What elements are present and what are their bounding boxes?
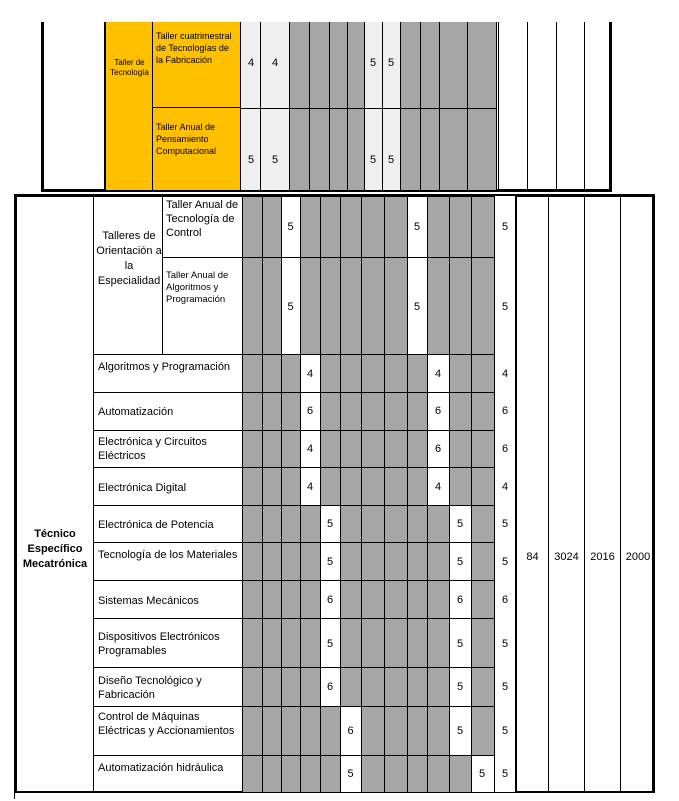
- cell-value: 6: [306, 405, 314, 417]
- grid-cell: [407, 542, 427, 580]
- grid-cell: [361, 505, 384, 542]
- cell-value: 6: [326, 681, 334, 693]
- grid-cell: [427, 257, 449, 354]
- grid-cell: [320, 430, 340, 467]
- cell-value: 5: [287, 301, 294, 313]
- top-r2-v4: 5: [387, 154, 395, 166]
- grid-cell: [340, 580, 361, 618]
- cell-value: 5: [326, 518, 334, 530]
- grid-cell: [242, 505, 262, 542]
- grid-cell: [471, 430, 495, 467]
- grid-cell: [384, 196, 407, 257]
- grid-row-line: [93, 354, 516, 355]
- cell-total: 5: [501, 556, 509, 568]
- top-sep: [347, 22, 348, 190]
- grid-cell: [407, 755, 427, 792]
- grid-cell: [340, 505, 361, 542]
- grid-cell: [281, 580, 300, 618]
- grid-col-line: [407, 196, 408, 792]
- top-group-cell: [104, 22, 153, 190]
- subject-label: Algoritmos y Programación: [98, 361, 231, 373]
- cell-total: 6: [501, 594, 509, 606]
- grid-cell: [361, 706, 384, 755]
- grid-cell: [320, 257, 340, 354]
- summary-sep: [620, 194, 621, 793]
- grid-cell: [471, 580, 495, 618]
- grid-cell: [361, 618, 384, 667]
- grid-cell: [242, 257, 262, 354]
- top-sep: [289, 22, 290, 190]
- top-sep: [498, 22, 499, 190]
- top-sep: [467, 22, 468, 190]
- grid-cell: [300, 196, 320, 257]
- summary-s4: 2000: [625, 551, 651, 563]
- grid-cell: [281, 618, 300, 667]
- grid-cell: [340, 618, 361, 667]
- grid-cell: [427, 667, 449, 706]
- grid-cell: [320, 755, 340, 792]
- cell-total: 5: [501, 768, 509, 780]
- summary-s1: 84: [526, 551, 539, 563]
- grid-cell: [281, 706, 300, 755]
- cell-value: 5: [413, 301, 421, 313]
- total-col-right: [515, 194, 517, 793]
- grid-row-line: [93, 792, 516, 793]
- top-group-label: Taller de Tecnología: [110, 58, 149, 77]
- grid-cell: [300, 505, 320, 542]
- grid-cell: [449, 354, 471, 392]
- subject-label: Diseño Tecnológico y Fabricación: [98, 675, 202, 701]
- grid-row-line: [162, 257, 516, 258]
- grid-cell: [262, 667, 281, 706]
- orientation-row-2-label: Taller Anual de Algoritmos y Programación: [166, 270, 229, 305]
- grid-cell: [449, 755, 471, 792]
- grid-cell: [242, 618, 262, 667]
- grid-cell: [427, 542, 449, 580]
- grid-row-line: [93, 430, 516, 431]
- grid-col-line: [340, 196, 341, 792]
- grid-cell: [281, 667, 300, 706]
- cell-total: 5: [501, 725, 509, 737]
- grid-cell: [281, 354, 300, 392]
- grid-col-line: [320, 196, 321, 792]
- grid-cell: [262, 542, 281, 580]
- grid-cell: [242, 430, 262, 467]
- top-row-2-label: Taller Anual de Pensamiento Computacional: [156, 122, 217, 156]
- grid-cell: [384, 430, 407, 467]
- grid-cell: [427, 580, 449, 618]
- cell-value: 5: [456, 638, 464, 650]
- grid-col-line: [449, 196, 450, 792]
- top-sep: [420, 22, 421, 190]
- cell-value: 5: [478, 768, 486, 780]
- grid-cell: [281, 467, 300, 505]
- orientation-group-label: Talleres de Orientación a la Especialidad: [96, 230, 162, 287]
- top-gray-block-a: [289, 22, 364, 190]
- grid-row-line: [93, 505, 516, 506]
- grid-cell: [361, 196, 384, 257]
- grid-col-line: [262, 196, 263, 792]
- cell-value: 4: [306, 443, 314, 455]
- grid-cell: [384, 706, 407, 755]
- top-row-divider: [241, 108, 496, 109]
- grid-cell: [300, 618, 320, 667]
- grid-cell: [300, 542, 320, 580]
- grid-cell: [262, 257, 281, 354]
- grid-cell: [242, 196, 262, 257]
- grid-cell: [407, 467, 427, 505]
- grid-col-line: [361, 196, 362, 792]
- top-gray-block-b: [400, 22, 496, 190]
- grid-cell: [449, 257, 471, 354]
- grid-cell: [242, 542, 262, 580]
- grid-row-line: [93, 392, 516, 393]
- grid-cell: [262, 706, 281, 755]
- cell-total: 4: [501, 481, 509, 493]
- grid-cell: [384, 755, 407, 792]
- subject-label: Dispositivos Electrónicos Programables: [98, 631, 220, 657]
- grid-cell: [361, 257, 384, 354]
- grid-cell: [427, 755, 449, 792]
- grid-cell: [361, 755, 384, 792]
- grid-cell: [471, 618, 495, 667]
- grid-cell: [242, 755, 262, 792]
- grid-cell: [427, 196, 449, 257]
- grid-cell: [340, 467, 361, 505]
- cell-value: 5: [326, 556, 334, 568]
- cell-value: 5: [347, 768, 354, 780]
- cell-total: 5: [501, 301, 509, 313]
- top-r1-v3: 5: [369, 57, 377, 69]
- grid-row-line: [93, 618, 516, 619]
- top-row-1-label: Taller cuatrimestral de Tecnologías de la Fabricación: [156, 31, 232, 65]
- summary-sep: [548, 194, 549, 793]
- grid-cell: [449, 430, 471, 467]
- cell-value: 5: [456, 681, 464, 693]
- grid-cell: [407, 618, 427, 667]
- top-sep: [496, 22, 497, 190]
- subject-label: Electrónica y Circuitos Eléctricos: [98, 436, 207, 462]
- summary-sep: [584, 194, 585, 793]
- grid-cell: [320, 706, 340, 755]
- grid-cell: [407, 505, 427, 542]
- orientation-row-1-label: Taller Anual de Tecnología de Control: [166, 199, 239, 239]
- grid-cell: [262, 505, 281, 542]
- subject-label: Electrónica Digital: [98, 482, 187, 494]
- grid-cell: [262, 580, 281, 618]
- grid-cell: [427, 505, 449, 542]
- top-sep: [556, 22, 557, 190]
- cell-value: 6: [347, 725, 354, 737]
- grid-cell: [361, 392, 384, 430]
- cell-value: 5: [413, 221, 421, 233]
- grid-cell: [340, 667, 361, 706]
- top-sep: [400, 22, 401, 190]
- cell-value: 5: [456, 556, 464, 568]
- grid-cell: [242, 392, 262, 430]
- cell-total: 5: [501, 518, 509, 530]
- orientation-sep: [162, 194, 163, 354]
- grid-cell: [262, 430, 281, 467]
- grid-cell: [361, 354, 384, 392]
- grid-cell: [449, 392, 471, 430]
- grid-cell: [242, 354, 262, 392]
- grid-cell: [262, 467, 281, 505]
- grid-cell: [320, 196, 340, 257]
- grid-cell: [361, 430, 384, 467]
- cell-value: 5: [287, 221, 294, 233]
- grid-cell: [384, 467, 407, 505]
- cell-value: 6: [434, 405, 442, 417]
- top-sep: [439, 22, 440, 190]
- grid-cell: [242, 706, 262, 755]
- cell-value: 5: [456, 725, 464, 737]
- grid-cell: [242, 580, 262, 618]
- grid-row-line: [93, 706, 516, 707]
- grid-col-line: [384, 196, 385, 792]
- grid-cell: [281, 392, 300, 430]
- cell-value: 5: [456, 518, 464, 530]
- grid-cell: [361, 580, 384, 618]
- grid-cell: [320, 392, 340, 430]
- top-sep: [309, 22, 310, 190]
- grid-cell: [242, 667, 262, 706]
- grid-cell: [471, 392, 495, 430]
- main-title: Técnico Específico Mecatrónica: [22, 528, 88, 570]
- grid-left-border: [242, 194, 243, 793]
- summary-s3: 2016: [590, 551, 615, 563]
- grid-cell: [407, 354, 427, 392]
- grid-cell: [262, 354, 281, 392]
- grid-cell: [384, 257, 407, 354]
- grid-cell: [281, 755, 300, 792]
- grid-cell: [407, 430, 427, 467]
- cell-value: 4: [306, 481, 314, 493]
- grid-cell: [262, 755, 281, 792]
- top-r2-v3: 5: [369, 154, 377, 166]
- cell-total: 5: [501, 221, 509, 233]
- grid-cell: [384, 354, 407, 392]
- subject-label: Automatización: [98, 406, 174, 418]
- grid-cell: [471, 196, 495, 257]
- title-col-sep: [93, 194, 94, 793]
- cell-value: 6: [434, 443, 442, 455]
- grid-cell: [340, 430, 361, 467]
- grid-row-line: [93, 667, 516, 668]
- grid-cell: [262, 196, 281, 257]
- cell-total: 6: [501, 443, 509, 455]
- grid-cell: [471, 467, 495, 505]
- grid-cell: [361, 467, 384, 505]
- grid-cell: [300, 580, 320, 618]
- grid-row-line: [93, 755, 516, 756]
- grid-cell: [281, 542, 300, 580]
- top-sep: [584, 22, 585, 190]
- grid-cell: [300, 257, 320, 354]
- cell-value: 6: [326, 594, 334, 606]
- subject-label: Tecnología de los Materiales: [98, 549, 238, 561]
- grid-cell: [320, 354, 340, 392]
- grid-cell: [407, 580, 427, 618]
- subject-label: Automatización hidráulica: [98, 762, 224, 774]
- top-sep: [527, 22, 528, 190]
- grid-cell: [471, 505, 495, 542]
- grid-cell: [262, 618, 281, 667]
- top-r2-v1: 5: [247, 154, 255, 166]
- cell-value: 5: [326, 638, 334, 650]
- grid-cell: [300, 667, 320, 706]
- grid-cell: [471, 354, 495, 392]
- cell-total: 5: [501, 638, 509, 650]
- grid-cell: [427, 706, 449, 755]
- grid-cell: [340, 392, 361, 430]
- cell-value: 4: [306, 368, 314, 380]
- grid-cell: [361, 667, 384, 706]
- grid-cell: [407, 706, 427, 755]
- top-r1-v4: 5: [387, 57, 395, 69]
- cell-total: 6: [501, 405, 509, 417]
- grid-cell: [361, 542, 384, 580]
- grid-row-line: [93, 580, 516, 581]
- grid-cell: [427, 618, 449, 667]
- subject-label: Control de Máquinas Eléctricas y Accionamientos: [98, 711, 235, 737]
- bottom-mark: [14, 793, 15, 799]
- grid-cell: [384, 667, 407, 706]
- cell-value: 4: [434, 481, 442, 493]
- grid-cell: [300, 755, 320, 792]
- top-sep: [329, 22, 330, 190]
- cell-value: 4: [434, 368, 442, 380]
- grid-row-line: [93, 542, 516, 543]
- grid-cell: [320, 467, 340, 505]
- grid-cell: [340, 542, 361, 580]
- grid-row-line: [93, 196, 516, 197]
- grid-cell: [340, 354, 361, 392]
- grid-cell: [449, 467, 471, 505]
- grid-cell: [384, 618, 407, 667]
- grid-col-line: [281, 196, 282, 792]
- grid-col-line: [471, 196, 472, 792]
- grid-cell: [471, 542, 495, 580]
- grid-cell: [384, 505, 407, 542]
- grid-cell: [407, 392, 427, 430]
- grid-row-line: [93, 467, 516, 468]
- grid-cell: [300, 706, 320, 755]
- grid-cell: [384, 542, 407, 580]
- grid-cell: [471, 257, 495, 354]
- cell-value: 6: [456, 594, 464, 606]
- cell-total: 4: [501, 368, 509, 380]
- subject-label: Sistemas Mecánicos: [98, 595, 199, 607]
- grid-cell: [242, 467, 262, 505]
- top-r1-v2: 4: [271, 57, 279, 69]
- cell-total: 5: [501, 681, 509, 693]
- summary-s2: 3024: [554, 551, 579, 563]
- grid-cell: [407, 667, 427, 706]
- top-r1-v1: 4: [247, 57, 255, 69]
- grid-cell: [281, 430, 300, 467]
- grid-cell: [340, 257, 361, 354]
- grid-cell: [449, 196, 471, 257]
- grid-cell: [384, 580, 407, 618]
- grid-cell: [262, 392, 281, 430]
- grid-cell: [340, 196, 361, 257]
- grid-cell: [471, 667, 495, 706]
- top-r2-v2: 5: [271, 154, 279, 166]
- grid-cell: [281, 505, 300, 542]
- subject-label: Electrónica de Potencia: [98, 519, 214, 531]
- grid-cell: [384, 392, 407, 430]
- grid-cell: [471, 706, 495, 755]
